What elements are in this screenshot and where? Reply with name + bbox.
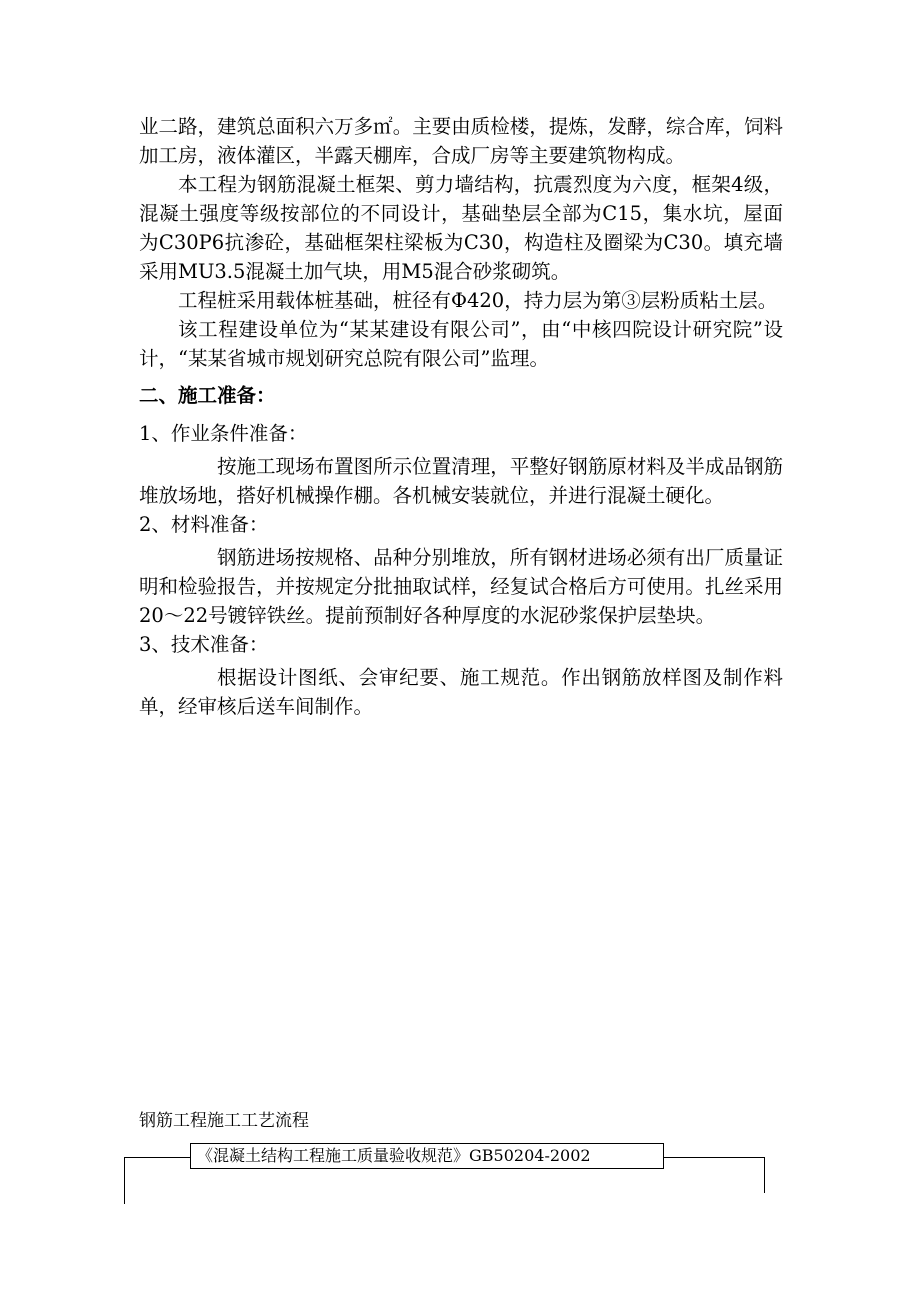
item3-heading: 3、技术准备： — [139, 633, 269, 656]
section-heading: 二、施工准备： — [139, 384, 276, 407]
flowchart-caption: 钢筋工程施工工艺流程 — [139, 1111, 309, 1131]
flowchart-box-standard: 《混凝土结构工程施工质量验收规范》GB50204-2002 — [190, 1143, 664, 1169]
overview-paragraph-2: 本工程为钢筋混凝土框架、剪力墙结构，抗震烈度为六度，框架4级，混凝土强度等级按部位的不同设计，基础垫层全部为C15，集水坑，屋面为C30P6抗渗砼，基础框架柱梁板为C30，构造柱及圈梁为C30。填充墙采用MU3.5混凝土加气块，用M5混合砂浆砌筑。 — [139, 173, 783, 283]
item1-text: 按施工现场布置图所示位置清理，平整好钢筋原材料及半成品钢筋堆放场地，搭好机械操作棚。各机械安装就位，并进行混凝土硬化。 — [139, 455, 783, 507]
flowchart-connector-right-vertical — [764, 1157, 765, 1193]
item1-heading: 1、作业条件准备： — [139, 422, 308, 445]
item2-text: 钢筋进场按规格、品种分别堆放，所有钢材进场必须有出厂质量证明和检验报告，并按规定分批抽取试样，经复试合格后方可使用。扎丝采用20～22号镀锌铁丝。提前预制好各种厚度的水泥砂浆保护层垫块。 — [139, 546, 783, 627]
overview-paragraph-1: 业二路，建筑总面积六万多㎡。主要由质检楼，提炼，发酵，综合库，饲料加工房，液体灌区，半露天棚库，合成厂房等主要建筑物构成。 — [139, 115, 783, 167]
item2-heading: 2、材料准备： — [139, 513, 269, 536]
flowchart-connector-right-horizontal — [664, 1157, 765, 1158]
item3-text: 根据设计图纸、会审纪要、施工规范。作出钢筋放样图及制作料单，经审核后送车间制作。 — [139, 666, 783, 718]
document-body — [139, 112, 783, 721]
overview-paragraph-4: 该工程建设单位为“某某建设有限公司”，由“中核四院设计研究院”设计，“某某省城市规划研究总院有限公司”监理。 — [139, 318, 783, 370]
overview-paragraph-3: 工程桩采用载体桩基础，桩径有Φ420，持力层为第③层粉质粘土层。 — [178, 289, 778, 312]
flowchart-connector-left-vertical — [124, 1157, 125, 1204]
flowchart-connector-left-horizontal — [124, 1157, 190, 1158]
